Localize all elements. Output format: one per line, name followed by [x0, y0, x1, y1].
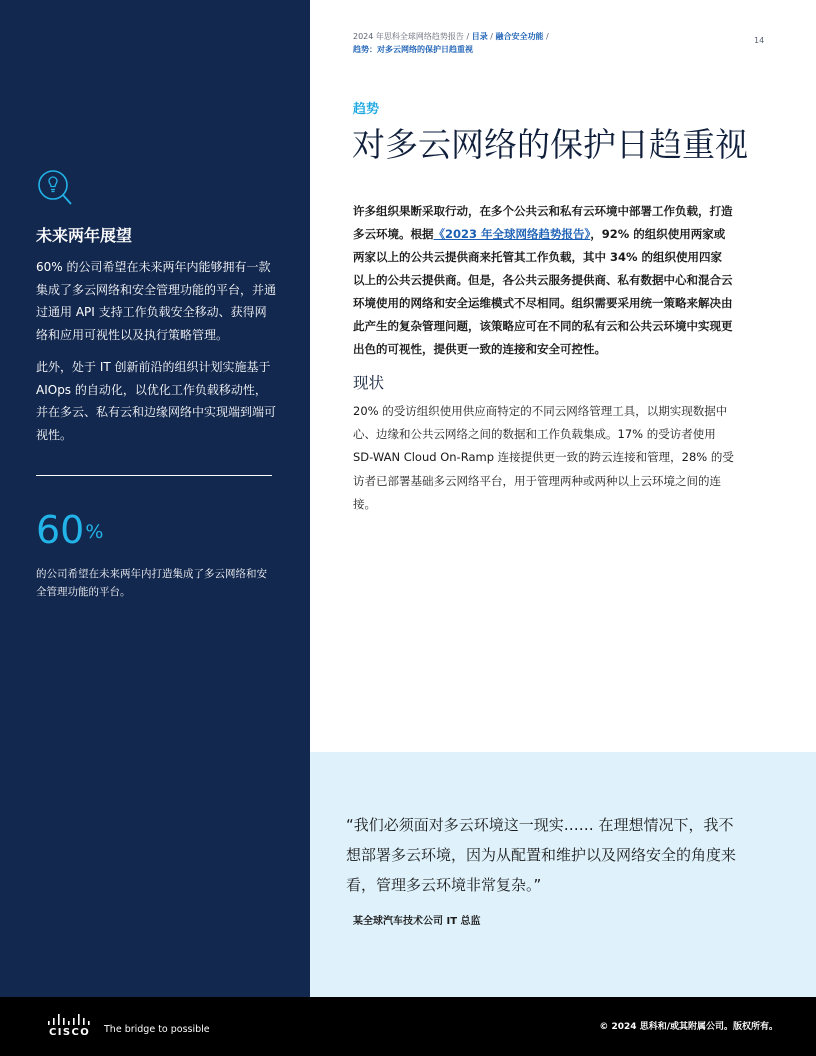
intro-paragraph [353, 200, 733, 361]
sidebar-divider [36, 475, 272, 476]
breadcrumb-report: 2024 年思科全球网络趋势报告 [353, 32, 464, 41]
eyebrow-label: 趋势 [353, 102, 380, 117]
quote-text: “我们必须面对多云环境这一现实…… 在理想情况下，我不想部署多云环境，因为从配置和维护以及网络安全的角度来看，管理多云环境非常复杂。” [346, 816, 737, 894]
report-link[interactable]: 《2023 年全球网络趋势报告》 [433, 227, 591, 241]
breadcrumb-section-link[interactable]: 融合安全功能 [495, 32, 544, 41]
intro-text-before: 许多组织果断采取行动，在多个公共云和私有云环境中部署工作负载，打造多云环境。根据 [353, 204, 733, 241]
stat-unit: % [85, 521, 104, 543]
intro-text-after: ，92% 的组织使用两家或两家以上的公共云提供商来托管其工作负载，其中 34% 的组织使用四家以上的公共云提供商。但是，各公共云服务提供商、私有数据中心和混合云环境使用的网络和安全运维模式不尽相同。组织需要采用统一策略来解决由此产生的复杂管理问题，该策略应可在不同的私有云和公共云环境中实现更出色的可视性，提供更一致的连接和安全可控性。 [353, 227, 733, 356]
breadcrumb-current-page[interactable]: 趋势：对多云网络的保护日趋重视 [353, 45, 473, 54]
cisco-logo-bars-icon [48, 1014, 94, 1026]
cisco-logo-wordmark: CISCO [49, 1027, 91, 1038]
breadcrumb-toc-link[interactable]: 目录 [471, 32, 488, 41]
quote-panel [310, 752, 816, 997]
sidebar-heading: 未来两年展望 [36, 226, 133, 245]
stat-description: 的公司希望在未来两年内打造集成了多云网络和安全管理功能的平台。 [36, 568, 267, 598]
page-number: 14 [754, 36, 765, 45]
sidebar-panel [0, 0, 310, 997]
page-title: 对多云网络的保护日趋重视 [352, 125, 748, 164]
quote-attribution: 某全球汽车技术公司 IT 总监 [353, 916, 481, 927]
section-heading-status: 现状 [353, 374, 385, 392]
stat-callout [36, 507, 103, 553]
lightbulb-icon [36, 168, 74, 208]
status-paragraph: 20% 的受访组织使用供应商特定的不同云网络管理工具，以期实现数据中心、边缘和公共云网络之间的数据和工作负载集成。17% 的受访者使用 SD-WAN Cloud On-Ramp 连接提供更一致的跨云连接和管理，28% 的受访者已部署基础多云网络平台，用于管理两种或两种以上云环境之间的连接。 [353, 404, 734, 511]
footer [0, 997, 816, 1056]
sidebar-paragraph-outlook: 60% 的公司希望在未来两年内能够拥有一款集成了多云网络和安全管理功能的平台，并通过通用 API 支持工作负载安全移动、获得网络和应用可视性以及执行策略管理。 [36, 260, 277, 342]
stat-value: 60 [36, 508, 85, 552]
sidebar-paragraph-aiops: 此外，处于 IT 创新前沿的组织计划实施基于 AIOps 的自动化，以优化工作负载移动性，并在多云、私有云和边缘网络中实现端到端可视性。 [36, 360, 277, 442]
footer-tagline: The bridge to possible [104, 1024, 210, 1035]
breadcrumb: 2024 年思科全球网络趋势报告 / 目录 / 融合安全功能 / 趋势：对多云网络的保护日趋重视 [353, 32, 549, 54]
footer-copyright: © 2024 思科和/或其附属公司。版权所有。 [599, 1022, 778, 1032]
